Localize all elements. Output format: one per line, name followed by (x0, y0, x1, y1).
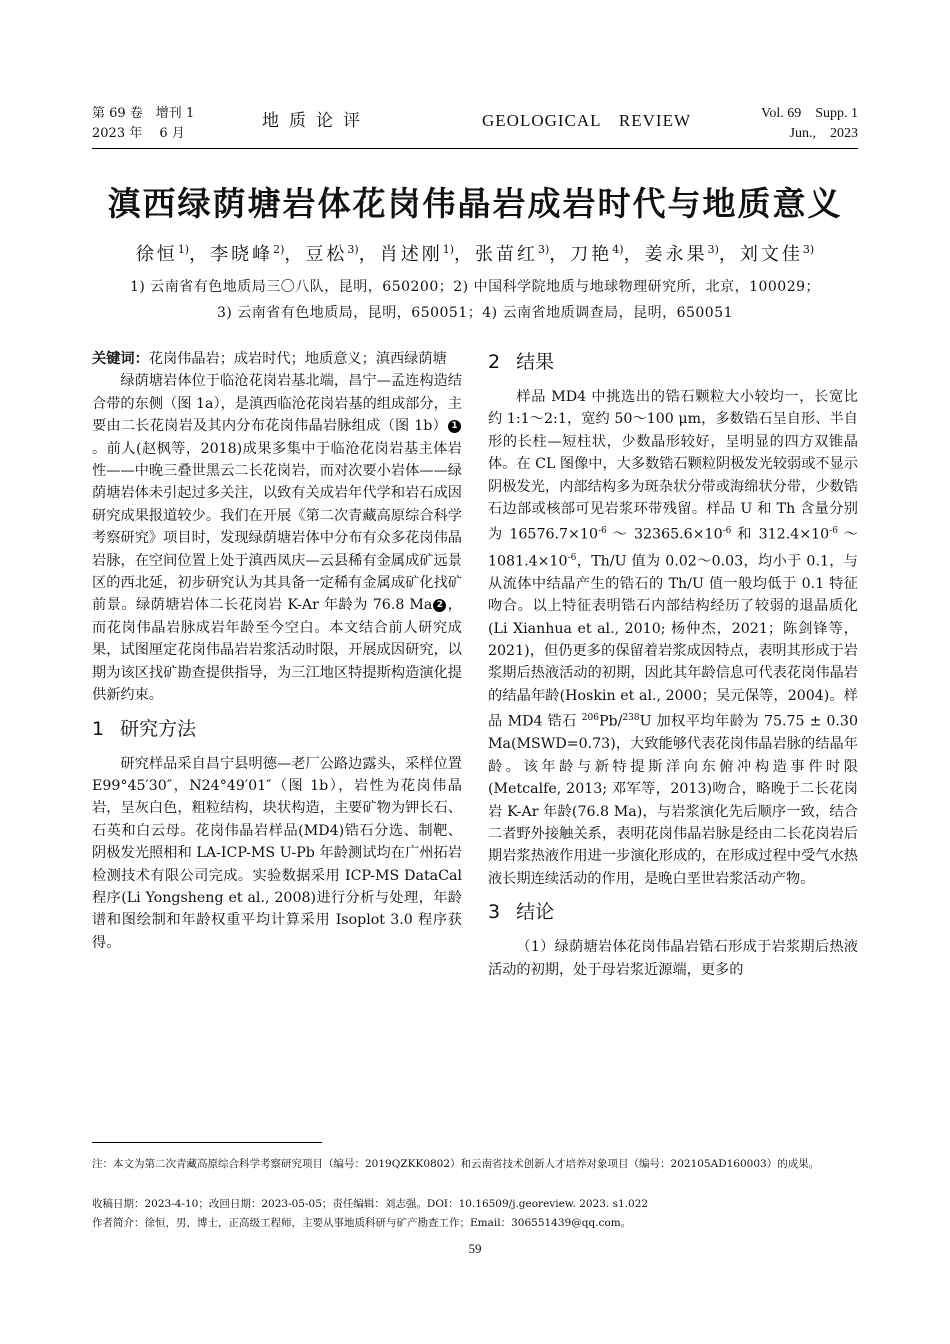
journal-name-cn: 地质论评 (262, 111, 370, 131)
header-date-en: Jun., 2023 (789, 126, 858, 141)
author: 刘文佳$^{3)}$ (739, 243, 815, 265)
author: 豆松$^{3)}$ (305, 243, 359, 265)
funding-note: 注：本文为第二次青藏高原综合科学考察研究项目（编号：2019QZKK0802）和云南省技术创新人才培养对象项目（编号：202105AD160003）的成果。 (92, 1158, 820, 1170)
affiliation-line-1: 1) 云南省有色地质局三〇八队，昆明，650200；2) 中国科学院地质与地球物理研究所，北京，100029； (129, 279, 821, 295)
section-heading-conclusion: 3 结论 (488, 901, 555, 924)
section-heading-results: 2 结果 (488, 351, 555, 373)
author-intro: 作者简介：徐恒，男，博士，正高级工程师，主要从事地质科研与矿产勘查工作；Email：306551439@qq.com。 (92, 1217, 632, 1229)
author: 姜永果$^{3)}$ (644, 243, 719, 265)
footnote-marker-1[interactable]: 1 (448, 420, 461, 433)
author: 肖述刚$^{1)}$ (379, 243, 454, 265)
header-vol-en: Vol. 69 Supp. 1 (761, 106, 858, 121)
article-title: 滇西绿荫塘岩体花岗伟晶岩成岩时代与地质意义 (107, 184, 843, 223)
author: 徐恒$^{1)}$ (135, 243, 190, 265)
header-date-cn: 2023 年 6 月 (92, 126, 185, 141)
header-volume-cn (92, 104, 194, 144)
intro-paragraph: 绿荫塘岩体位于临沧花岗岩基北端，昌宁—孟连构造结合带的东侧（图 1a），是滇西临沧花岗岩基的组成部分，主要由二长花岗岩及其内分布花岗伟晶岩脉组成（图 1b） 1。前人(赵枫等，2018)成果多集中于临沧花岗岩基主体岩性——中晚三叠世黑云二长花岗岩，而对次要小岩体——绿荫塘岩体未引起过多关注，以致有关成岩年代学和岩石成因研究成果报道较少。我们在开展《第二次青藏高原综合科学考察研究》项目时，发现绿荫塘岩体中分布有众多花岗伟晶岩脉，在空间位置上处于滇西凤庆—云县稀有金属成矿远景区的西北延，初步研究认为其具备一定稀有金属成矿化找矿前景。绿荫塘岩体二长花岗岩 K-Ar 年龄为 76.8 Ma 2 ，而花岗伟晶岩脉成岩年龄至今空白。本文结合前人研究成果，试图厘定花岗伟晶岩岩浆活动时限，开展成因研究，以期为该区找矿勘查提供指导，为三江地区特提斯构造演化提供新约束。 (92, 373, 462, 704)
keywords-text: 花岗伟晶岩；成岩时代；地质意义；滇西绿荫塘 (148, 351, 447, 367)
left-column (92, 348, 462, 954)
author: 张苗红$^{3)}$ (475, 243, 550, 265)
methods-paragraph: 研究样品采自昌宁县明德—老厂公路边露头，采样位置 E99°45′30″，N24°49′01″（图 1b），岩性为花岗伟晶岩，呈灰白色，粗粒结构，块状构造，主要矿物为钾长石、石英和白云母。花岗伟晶岩样品(MD4)锆石分选、制靶、阴极发光照相和 LA-ICP-MS U-Pb 年龄测试均在广州拓岩检测技术有限公司完成。实验数据采用 ICP-MS DataCal 程序(Li Yongsheng et al., 2008)进行分析与处理，年龄谱和图绘制和年龄权重平均计算采用 Isoplot 3.0 程序获得。 (92, 755, 462, 951)
journal-name-en: GEOLOGICAL REVIEW (482, 111, 691, 130)
header-vol-cn: 第 69 卷 增刊 1 (92, 106, 195, 121)
section-heading-methods: 1 研究方法 (92, 717, 197, 740)
right-column (488, 348, 858, 981)
page-number: 59 (468, 1241, 482, 1256)
header-volume-en (761, 104, 858, 144)
author: 刀艳$^{4)}$ (570, 243, 624, 265)
conclusion-paragraph: （1）绿荫塘岩体花岗伟晶岩锆石形成于岩浆期后热液活动的初期，处于母岩浆近源端，更多的 (488, 939, 858, 978)
author-list: 徐恒$^{1)}$，李晓峰$^{2)}$，豆松$^{3)}$，肖述刚$^{1)}$，张苗红$^{3)}$，刀艳$^{4)}$，姜永果$^{3)}$，刘文佳$^{3)}$ (135, 243, 815, 265)
keywords-label: 关键词： (92, 351, 149, 367)
received-info: 收稿日期：2023-4-10；改回日期：2023-05-05；责任编辑：刘志强。DOI：10.16509/j.georeview. 2023. s1.022 (92, 1198, 649, 1210)
footnote-rule (92, 1142, 322, 1143)
footnote-marker-2[interactable]: 2 (433, 599, 446, 612)
affiliation-line-2: 3) 云南省有色地质局，昆明，650051；4) 云南省地质调查局，昆明，650051 (216, 305, 734, 321)
author: 李晓峰$^{2)}$ (210, 243, 285, 265)
keywords (92, 348, 462, 370)
results-paragraph: 样品 MD4 中挑选出的锆石颗粒大小较均一，长宽比约 1:1～2:1，宽约 50～100 μm，多数锆石呈自形、半自形的长柱—短柱状，少数晶形较好，呈明显的四方双锥晶体。在 CL 图像中，大多数锆石颗粒阴极发光较弱或不显示阴极发光，内部结构多为斑杂状分带或海绵状分带，少数锆石边部或核部可见岩浆环带残留。样品 U 和 Th 含量分别为 $16576.7\times 10^{-6}$ ～ $32365.6\times 10^{-6}$ 和 $312.4\times 10^{-6}$ ～ $1081.4\times 10^{-6}$，Th/U 值为 0.02～0.03，均小于 0.1，与从流体中结晶产生的锆石的 Th/U 值一般均低于 0.1 特征吻合。以上特征表明锆石内部结构经历了较弱的退晶质化(Li Xianhua et al., 2010; 杨仲杰，2021；陈剑锋等，2021)，但仍更多的保留着岩浆成因特点，表明其形成于岩浆期后热液活动的初期，因此其年龄信息可代表花岗伟晶岩的结晶年龄(Hoskin et al., 2000；吴元保等，2004)。样品 MD4 锆石 $^{206}$Pb/$^{238}$U 加权平均年龄为 75.75 ± 0.30 Ma(MSWD=0.73)，大致能够代表花岗伟晶岩脉的结晶年龄。该年龄与新特提斯洋向东俯冲构造事件时限(Metcalfe, 2013; 邓军等，2013)吻合，略晚于二长花岗岩 K-Ar 年龄(76.8 Ma)，与岩浆演化先后顺序一致，结合二者野外接触关系，表明花岗伟晶岩脉是经由二长花岗岩后期岩浆热液作用进一步演化形成的，在形成过程中受气水热液长期连续活动的作用，是晚白垩世岩浆活动产物。 (488, 389, 858, 887)
header-rule (92, 148, 858, 149)
